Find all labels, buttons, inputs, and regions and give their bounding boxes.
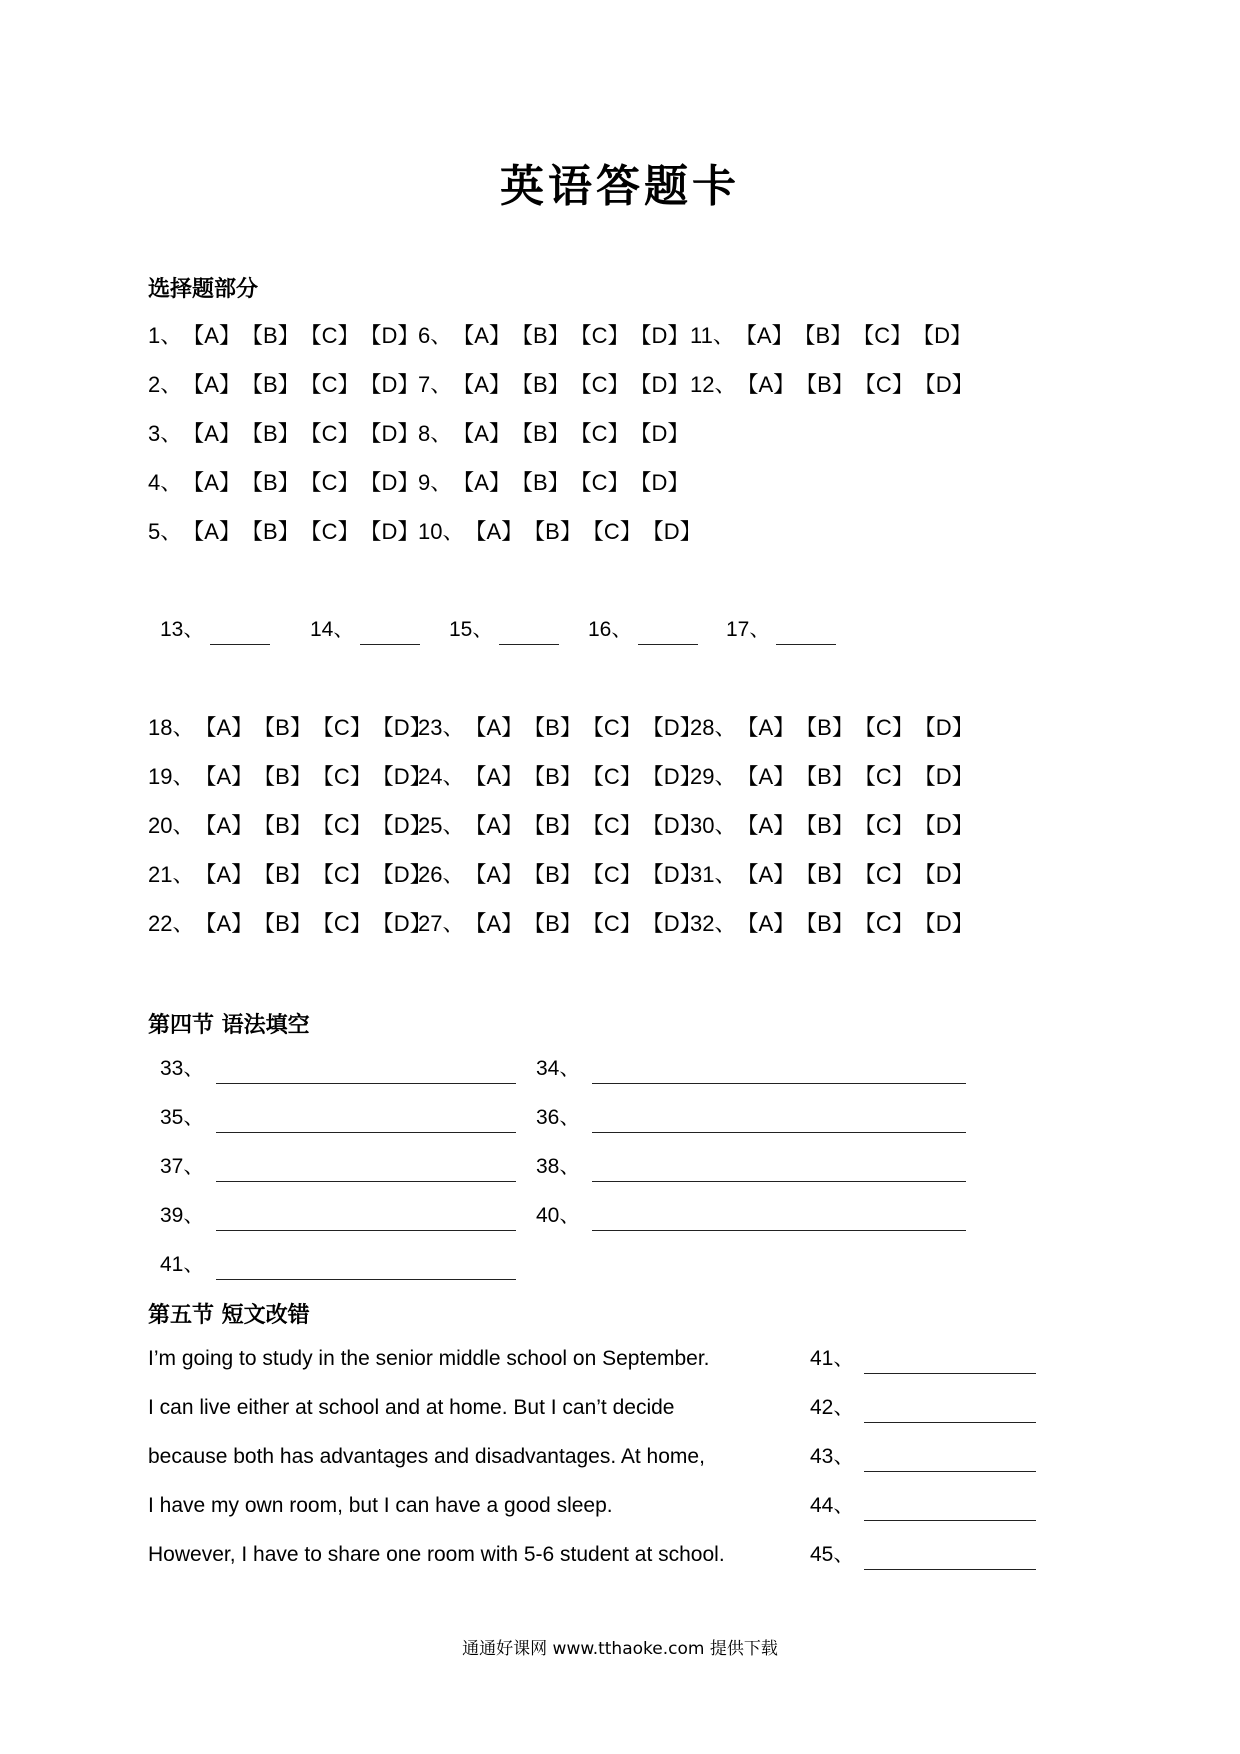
option-bubble-d[interactable]: 【D】 xyxy=(641,764,702,789)
question-number: 18、 xyxy=(148,715,195,740)
passage-line: I’m going to study in the senior middle school on September. xyxy=(148,1347,710,1370)
question-number: 17、 xyxy=(726,618,771,641)
option-bubble-d[interactable]: 【D】 xyxy=(629,372,690,397)
question-number: 10、 xyxy=(418,519,465,544)
option-bubble-b[interactable]: 【B】 xyxy=(523,519,582,544)
option-bubble-a[interactable]: 【A】 xyxy=(182,470,241,495)
passage-line: I have my own room, but I can have a good sleep. xyxy=(148,1494,613,1517)
answer-blank[interactable] xyxy=(210,622,270,645)
short-blank-item xyxy=(160,615,270,645)
option-bubble-a[interactable]: 【A】 xyxy=(182,323,241,348)
choice-question xyxy=(418,713,702,743)
option-bubble-c[interactable]: 【C】 xyxy=(569,323,630,348)
choice-question xyxy=(148,860,432,890)
question-number: 1、 xyxy=(148,323,183,348)
answer-blank[interactable] xyxy=(592,1110,966,1133)
option-bubble-a[interactable]: 【A】 xyxy=(182,519,241,544)
answer-blank[interactable] xyxy=(592,1208,966,1231)
option-bubble-b[interactable]: 【B】 xyxy=(793,323,853,348)
question-number: 20、 xyxy=(148,813,195,838)
option-bubble-a[interactable]: 【A】 xyxy=(464,519,524,544)
question-number: 6、 xyxy=(418,323,453,348)
short-blank-item xyxy=(588,615,698,645)
option-bubble-a[interactable]: 【A】 xyxy=(464,813,524,838)
option-bubble-a[interactable]: 【A】 xyxy=(194,764,254,789)
option-bubble-c[interactable]: 【C】 xyxy=(581,715,642,740)
answer-blank[interactable] xyxy=(216,1061,516,1084)
option-bubble-b[interactable]: 【B】 xyxy=(510,323,570,348)
option-bubble-c[interactable]: 【C】 xyxy=(853,813,914,838)
option-bubble-a[interactable]: 【A】 xyxy=(736,715,796,740)
question-number: 7、 xyxy=(418,372,453,397)
answer-blank[interactable] xyxy=(864,1547,1036,1570)
choice-question xyxy=(418,762,702,792)
question-number: 4、 xyxy=(148,470,183,495)
option-bubble-d[interactable]: 【D】 xyxy=(371,911,432,936)
choice-question xyxy=(690,860,974,890)
correction-item xyxy=(810,1540,1036,1570)
question-number: 31、 xyxy=(690,862,737,887)
option-bubble-a[interactable]: 【A】 xyxy=(736,372,796,397)
answer-blank[interactable] xyxy=(216,1208,516,1231)
question-number: 43、 xyxy=(810,1445,855,1468)
option-bubble-b[interactable]: 【B】 xyxy=(240,470,300,495)
option-bubble-b[interactable]: 【B】 xyxy=(240,519,300,544)
choice-question xyxy=(148,909,432,939)
question-number: 16、 xyxy=(588,618,633,641)
answer-blank[interactable] xyxy=(592,1159,966,1182)
option-bubble-b[interactable]: 【B】 xyxy=(523,911,582,936)
option-bubble-a[interactable]: 【A】 xyxy=(736,862,796,887)
option-bubble-c[interactable]: 【C】 xyxy=(569,470,630,495)
option-bubble-d[interactable]: 【D】 xyxy=(641,715,702,740)
grammar-item xyxy=(160,1250,516,1280)
option-bubble-d[interactable]: 【D】 xyxy=(913,372,974,397)
option-bubble-a[interactable]: 【A】 xyxy=(464,862,524,887)
choice-question xyxy=(148,370,419,400)
page-title: 英语答题卡 xyxy=(500,161,740,212)
option-bubble-d[interactable]: 【D】 xyxy=(359,519,420,544)
option-bubble-b[interactable]: 【B】 xyxy=(795,911,854,936)
option-bubble-d[interactable]: 【D】 xyxy=(913,862,974,887)
option-bubble-a[interactable]: 【A】 xyxy=(182,372,241,397)
question-number: 34、 xyxy=(536,1057,581,1080)
option-bubble-b[interactable]: 【B】 xyxy=(253,715,312,740)
option-bubble-a[interactable]: 【A】 xyxy=(736,911,796,936)
option-bubble-a[interactable]: 【A】 xyxy=(464,715,524,740)
question-number: 41、 xyxy=(160,1253,205,1276)
option-bubble-c[interactable]: 【C】 xyxy=(581,813,642,838)
choice-question xyxy=(148,713,432,743)
choice-question xyxy=(418,468,689,498)
option-bubble-a[interactable]: 【A】 xyxy=(452,421,511,446)
answer-blank[interactable] xyxy=(864,1351,1036,1374)
option-bubble-c[interactable]: 【C】 xyxy=(581,519,642,544)
choice-question xyxy=(690,370,974,400)
choice-question xyxy=(418,419,689,449)
option-bubble-c[interactable]: 【C】 xyxy=(299,372,360,397)
option-bubble-c[interactable]: 【C】 xyxy=(311,862,372,887)
question-number: 19、 xyxy=(148,764,195,789)
correction-item xyxy=(810,1393,1036,1423)
choice-question xyxy=(690,811,974,841)
option-bubble-a[interactable]: 【A】 xyxy=(452,470,511,495)
option-bubble-d[interactable]: 【D】 xyxy=(371,764,432,789)
option-bubble-b[interactable]: 【B】 xyxy=(510,421,570,446)
choice-question xyxy=(418,517,702,547)
option-bubble-c[interactable]: 【C】 xyxy=(569,421,630,446)
grammar-item xyxy=(536,1201,966,1231)
choice-question xyxy=(148,762,432,792)
footer-text: 通通好课网 www.tthaoke.com 提供下载 xyxy=(462,1639,778,1659)
option-bubble-b[interactable]: 【B】 xyxy=(795,813,854,838)
choice-question xyxy=(690,909,974,939)
option-bubble-a[interactable]: 【A】 xyxy=(452,323,511,348)
option-bubble-c[interactable]: 【C】 xyxy=(853,715,914,740)
option-bubble-d[interactable]: 【D】 xyxy=(641,862,702,887)
question-number: 15、 xyxy=(449,618,494,641)
choice-question xyxy=(148,321,419,351)
question-number: 24、 xyxy=(418,764,465,789)
question-number: 28、 xyxy=(690,715,737,740)
option-bubble-b[interactable]: 【B】 xyxy=(523,862,582,887)
grammar-item xyxy=(536,1103,966,1133)
question-number: 33、 xyxy=(160,1057,205,1080)
choice-question xyxy=(148,811,432,841)
option-bubble-b[interactable]: 【B】 xyxy=(253,862,312,887)
option-bubble-d[interactable]: 【D】 xyxy=(913,911,974,936)
option-bubble-a[interactable]: 【A】 xyxy=(736,764,796,789)
option-bubble-a[interactable]: 【A】 xyxy=(464,911,524,936)
option-bubble-b[interactable]: 【B】 xyxy=(240,323,300,348)
choice-question xyxy=(690,713,974,743)
option-bubble-a[interactable]: 【A】 xyxy=(182,421,241,446)
option-bubble-b[interactable]: 【B】 xyxy=(510,470,570,495)
section-choice-heading: 选择题部分 xyxy=(148,277,259,302)
option-bubble-c[interactable]: 【C】 xyxy=(311,715,372,740)
question-number: 21、 xyxy=(148,862,195,887)
option-bubble-c[interactable]: 【C】 xyxy=(581,862,642,887)
option-bubble-b[interactable]: 【B】 xyxy=(523,764,582,789)
question-number: 40、 xyxy=(536,1204,581,1227)
option-bubble-b[interactable]: 【B】 xyxy=(795,715,854,740)
question-number: 32、 xyxy=(690,911,737,936)
option-bubble-b[interactable]: 【B】 xyxy=(253,911,312,936)
answer-blank[interactable] xyxy=(864,1449,1036,1472)
passage-line: However, I have to share one room with 5-6 student at school. xyxy=(148,1543,725,1566)
option-bubble-d[interactable]: 【D】 xyxy=(359,372,420,397)
choice-question xyxy=(148,517,419,547)
question-number: 11、 xyxy=(690,323,735,348)
question-number: 12、 xyxy=(690,372,737,397)
option-bubble-b[interactable]: 【B】 xyxy=(795,764,854,789)
grammar-item xyxy=(160,1152,516,1182)
question-number: 26、 xyxy=(418,862,465,887)
option-bubble-b[interactable]: 【B】 xyxy=(240,421,300,446)
option-bubble-c[interactable]: 【C】 xyxy=(299,470,360,495)
option-bubble-a[interactable]: 【A】 xyxy=(464,764,524,789)
question-number: 36、 xyxy=(536,1106,581,1129)
answer-blank[interactable] xyxy=(216,1110,516,1133)
question-number: 29、 xyxy=(690,764,737,789)
grammar-item xyxy=(160,1103,516,1133)
choice-question xyxy=(418,811,702,841)
option-bubble-c[interactable]: 【C】 xyxy=(853,372,914,397)
option-bubble-a[interactable]: 【A】 xyxy=(194,862,254,887)
option-bubble-d[interactable]: 【D】 xyxy=(629,323,690,348)
option-bubble-a[interactable]: 【A】 xyxy=(734,323,794,348)
short-blank-item xyxy=(310,615,420,645)
question-number: 3、 xyxy=(148,421,183,446)
option-bubble-d[interactable]: 【D】 xyxy=(371,813,432,838)
question-number: 13、 xyxy=(160,618,205,641)
choice-question xyxy=(690,762,974,792)
option-bubble-a[interactable]: 【A】 xyxy=(194,911,254,936)
question-number: 37、 xyxy=(160,1155,205,1178)
question-number: 2、 xyxy=(148,372,183,397)
question-number: 14、 xyxy=(310,618,355,641)
option-bubble-b[interactable]: 【B】 xyxy=(523,715,582,740)
question-number: 45、 xyxy=(810,1543,855,1566)
option-bubble-a[interactable]: 【A】 xyxy=(194,715,254,740)
question-number: 38、 xyxy=(536,1155,581,1178)
question-number: 5、 xyxy=(148,519,183,544)
option-bubble-a[interactable]: 【A】 xyxy=(194,813,254,838)
choice-question xyxy=(418,909,702,939)
answer-blank[interactable] xyxy=(360,622,420,645)
answer-blank[interactable] xyxy=(638,622,698,645)
option-bubble-d[interactable]: 【D】 xyxy=(629,421,690,446)
option-bubble-d[interactable]: 【D】 xyxy=(629,470,690,495)
question-number: 9、 xyxy=(418,470,453,495)
option-bubble-d[interactable]: 【D】 xyxy=(913,764,974,789)
option-bubble-c[interactable]: 【C】 xyxy=(299,519,360,544)
option-bubble-d[interactable]: 【D】 xyxy=(641,813,702,838)
grammar-item xyxy=(160,1201,516,1231)
option-bubble-c[interactable]: 【C】 xyxy=(311,911,372,936)
choice-question xyxy=(690,321,972,351)
question-number: 22、 xyxy=(148,911,195,936)
answer-blank[interactable] xyxy=(216,1159,516,1182)
option-bubble-b[interactable]: 【B】 xyxy=(510,372,570,397)
option-bubble-d[interactable]: 【D】 xyxy=(359,470,420,495)
option-bubble-c[interactable]: 【C】 xyxy=(581,764,642,789)
question-number: 42、 xyxy=(810,1396,855,1419)
option-bubble-a[interactable]: 【A】 xyxy=(452,372,511,397)
answer-blank[interactable] xyxy=(499,622,559,645)
option-bubble-b[interactable]: 【B】 xyxy=(795,372,854,397)
answer-blank[interactable] xyxy=(592,1061,966,1084)
short-blank-item xyxy=(726,615,836,645)
choice-question xyxy=(418,370,689,400)
section-grammar-heading: 第四节 语法填空 xyxy=(148,1013,310,1038)
option-bubble-c[interactable]: 【C】 xyxy=(299,421,360,446)
question-number: 27、 xyxy=(418,911,465,936)
option-bubble-d[interactable]: 【D】 xyxy=(913,715,974,740)
question-number: 44、 xyxy=(810,1494,855,1517)
correction-item xyxy=(810,1344,1036,1374)
question-number: 25、 xyxy=(418,813,465,838)
correction-item xyxy=(810,1442,1036,1472)
option-bubble-b[interactable]: 【B】 xyxy=(253,764,312,789)
option-bubble-b[interactable]: 【B】 xyxy=(523,813,582,838)
option-bubble-d[interactable]: 【D】 xyxy=(912,323,972,348)
option-bubble-a[interactable]: 【A】 xyxy=(736,813,796,838)
option-bubble-d[interactable]: 【D】 xyxy=(913,813,974,838)
choice-question xyxy=(148,468,419,498)
option-bubble-d[interactable]: 【D】 xyxy=(371,715,432,740)
option-bubble-d[interactable]: 【D】 xyxy=(641,519,702,544)
passage-line: because both has advantages and disadvantages. At home, xyxy=(148,1445,705,1468)
option-bubble-c[interactable]: 【C】 xyxy=(853,862,914,887)
answer-blank[interactable] xyxy=(216,1257,516,1280)
option-bubble-d[interactable]: 【D】 xyxy=(641,911,702,936)
section-correction-heading: 第五节 短文改错 xyxy=(148,1303,310,1328)
correction-item xyxy=(810,1491,1036,1521)
passage-line: I can live either at school and at home. But I can’t decide xyxy=(148,1396,675,1419)
option-bubble-c[interactable]: 【C】 xyxy=(581,911,642,936)
question-number: 39、 xyxy=(160,1204,205,1227)
option-bubble-b[interactable]: 【B】 xyxy=(795,862,854,887)
option-bubble-d[interactable]: 【D】 xyxy=(371,862,432,887)
answer-blank[interactable] xyxy=(864,1400,1036,1423)
option-bubble-b[interactable]: 【B】 xyxy=(240,372,300,397)
question-number: 30、 xyxy=(690,813,737,838)
grammar-item xyxy=(160,1054,516,1084)
choice-question xyxy=(418,321,689,351)
answer-blank[interactable] xyxy=(864,1498,1036,1521)
option-bubble-c[interactable]: 【C】 xyxy=(311,764,372,789)
question-number: 35、 xyxy=(160,1106,205,1129)
answer-blank[interactable] xyxy=(776,622,836,645)
option-bubble-c[interactable]: 【C】 xyxy=(853,764,914,789)
option-bubble-d[interactable]: 【D】 xyxy=(359,323,420,348)
option-bubble-c[interactable]: 【C】 xyxy=(569,372,630,397)
option-bubble-c[interactable]: 【C】 xyxy=(852,323,913,348)
option-bubble-d[interactable]: 【D】 xyxy=(359,421,420,446)
grammar-item xyxy=(536,1152,966,1182)
short-blank-item xyxy=(449,615,559,645)
question-number: 8、 xyxy=(418,421,453,446)
option-bubble-b[interactable]: 【B】 xyxy=(253,813,312,838)
choice-question xyxy=(418,860,702,890)
question-number: 23、 xyxy=(418,715,465,740)
option-bubble-c[interactable]: 【C】 xyxy=(299,323,360,348)
grammar-item xyxy=(536,1054,966,1084)
option-bubble-c[interactable]: 【C】 xyxy=(311,813,372,838)
option-bubble-c[interactable]: 【C】 xyxy=(853,911,914,936)
choice-question xyxy=(148,419,419,449)
question-number: 41、 xyxy=(810,1347,855,1370)
